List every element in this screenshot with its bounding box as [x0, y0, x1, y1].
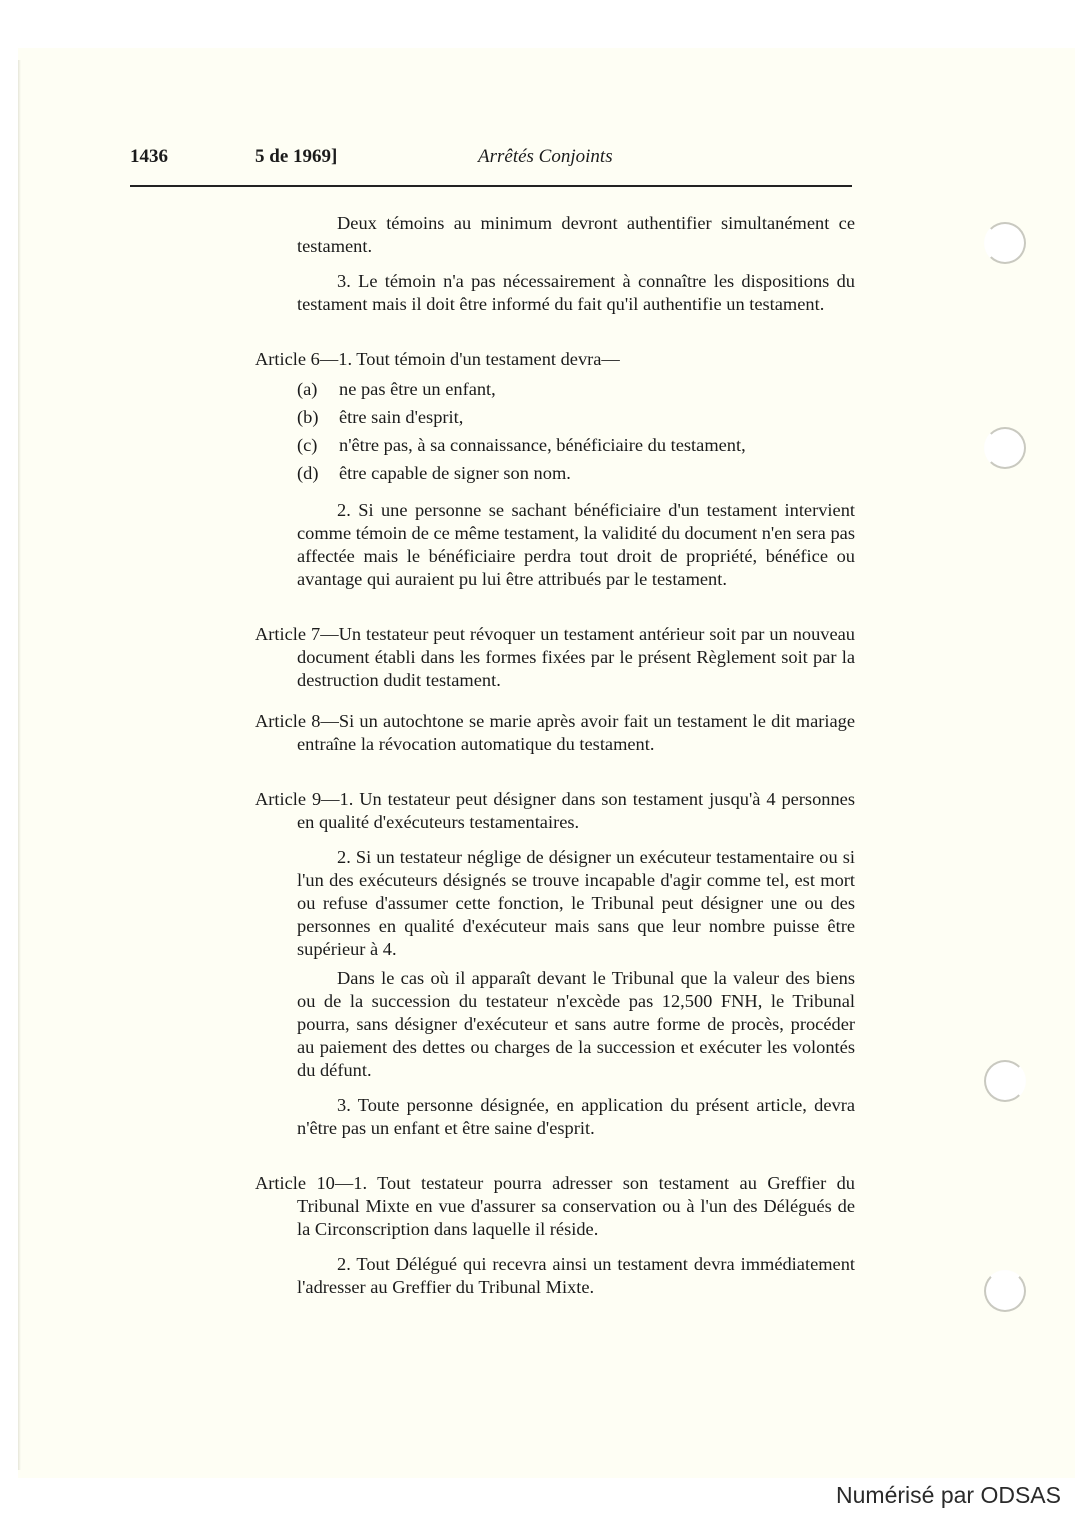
page-edge	[18, 60, 21, 1470]
list-item: (a) ne pas être un enfant,	[297, 379, 496, 399]
article-6-list	[297, 375, 855, 487]
paragraph-article-5-3: 3. Le témoin n'a pas nécessairement à connaître les dispositions du testament mais il doit être informé du fait qu'il authentifie un testament.	[297, 271, 855, 314]
article-6-heading: Article 6—1. Tout témoin d'un testament devra—	[255, 349, 620, 369]
paragraph-article-9-2: 2. Si un testateur néglige de désigner un exécuteur testamentaire ou si l'un des exécuteurs désignés se trouve incapable d'agir comme tel, est mort ou refuse d'assumer cette fonction, le Tribunal peut désigner une ou des personnes en qualité d'exécuteur mais sans que leur nombre puisse être supérieur à 4.	[297, 847, 855, 959]
paragraph-article-9-2b: Dans le cas où il apparaît devant le Tribunal que la valeur des biens ou de la succession du testateur n'excède pas 12,500 FNH, le Tribunal pourra, sans désigner d'exécuteur et sans autre forme de procès, procéder au paiement des dettes ou charges de la succession et exécuter les volontés du défunt.	[297, 968, 855, 1080]
list-item: (c) n'être pas, à sa connaissance, bénéficiaire du testament,	[297, 435, 746, 455]
header-title: Arrêtés Conjoints	[478, 146, 613, 167]
list-item: (b) être sain d'esprit,	[297, 407, 464, 427]
list-item: (d) être capable de signer son nom.	[297, 463, 571, 483]
punch-hole	[984, 1270, 1026, 1312]
article-8: Article 8—Si un autochtone se marie après avoir fait un testament le dit mariage entraîne la révocation automatique du testament.	[255, 711, 855, 754]
paragraph-article-6-2: 2. Si une personne se sachant bénéficiaire d'un testament intervient comme témoin de ce même testament, la validité du document n'en sera pas affectée mais le bénéficiaire perdra tout droit de propriété, bénéfice ou avantage qui auraient pu lui être attribués par le testament.	[297, 500, 855, 589]
running-header	[130, 146, 852, 174]
paragraph-witnesses: Deux témoins au minimum devront authentifier simultanément ce testament.	[297, 213, 855, 256]
article-10-1: Article 10—1. Tout testateur pourra adresser son testament au Greffier du Tribunal Mixte en vue d'assurer sa conservation ou à l'un des Délégués de la Circonscription dans laquelle il réside.	[255, 1173, 855, 1239]
paragraph-article-9-3: 3. Toute personne désignée, en application du présent article, devra n'être pas un enfant et être saine d'esprit.	[297, 1095, 855, 1138]
punch-hole	[984, 222, 1026, 264]
digitization-stamp: Numérisé par ODSAS	[836, 1482, 1061, 1508]
header-rule	[130, 185, 852, 187]
page-number: 1436	[130, 146, 168, 167]
article-9-1: Article 9—1. Un testateur peut désigner dans son testament jusqu'à 4 personnes en qualité d'exécuteurs testamentaires.	[255, 789, 855, 832]
document-body	[255, 212, 855, 1299]
paragraph-article-10-2: 2. Tout Délégué qui recevra ainsi un testament devra immédiatement l'adresser au Greffier du Tribunal Mixte.	[297, 1254, 855, 1297]
punch-hole	[984, 427, 1026, 469]
punch-hole	[984, 1060, 1026, 1102]
law-reference: 5 de 1969]	[255, 146, 338, 167]
article-7: Article 7—Un testateur peut révoquer un testament antérieur soit par un nouveau document établi dans les formes fixées par le présent Règlement soit par la destruction dudit testament.	[255, 624, 855, 690]
